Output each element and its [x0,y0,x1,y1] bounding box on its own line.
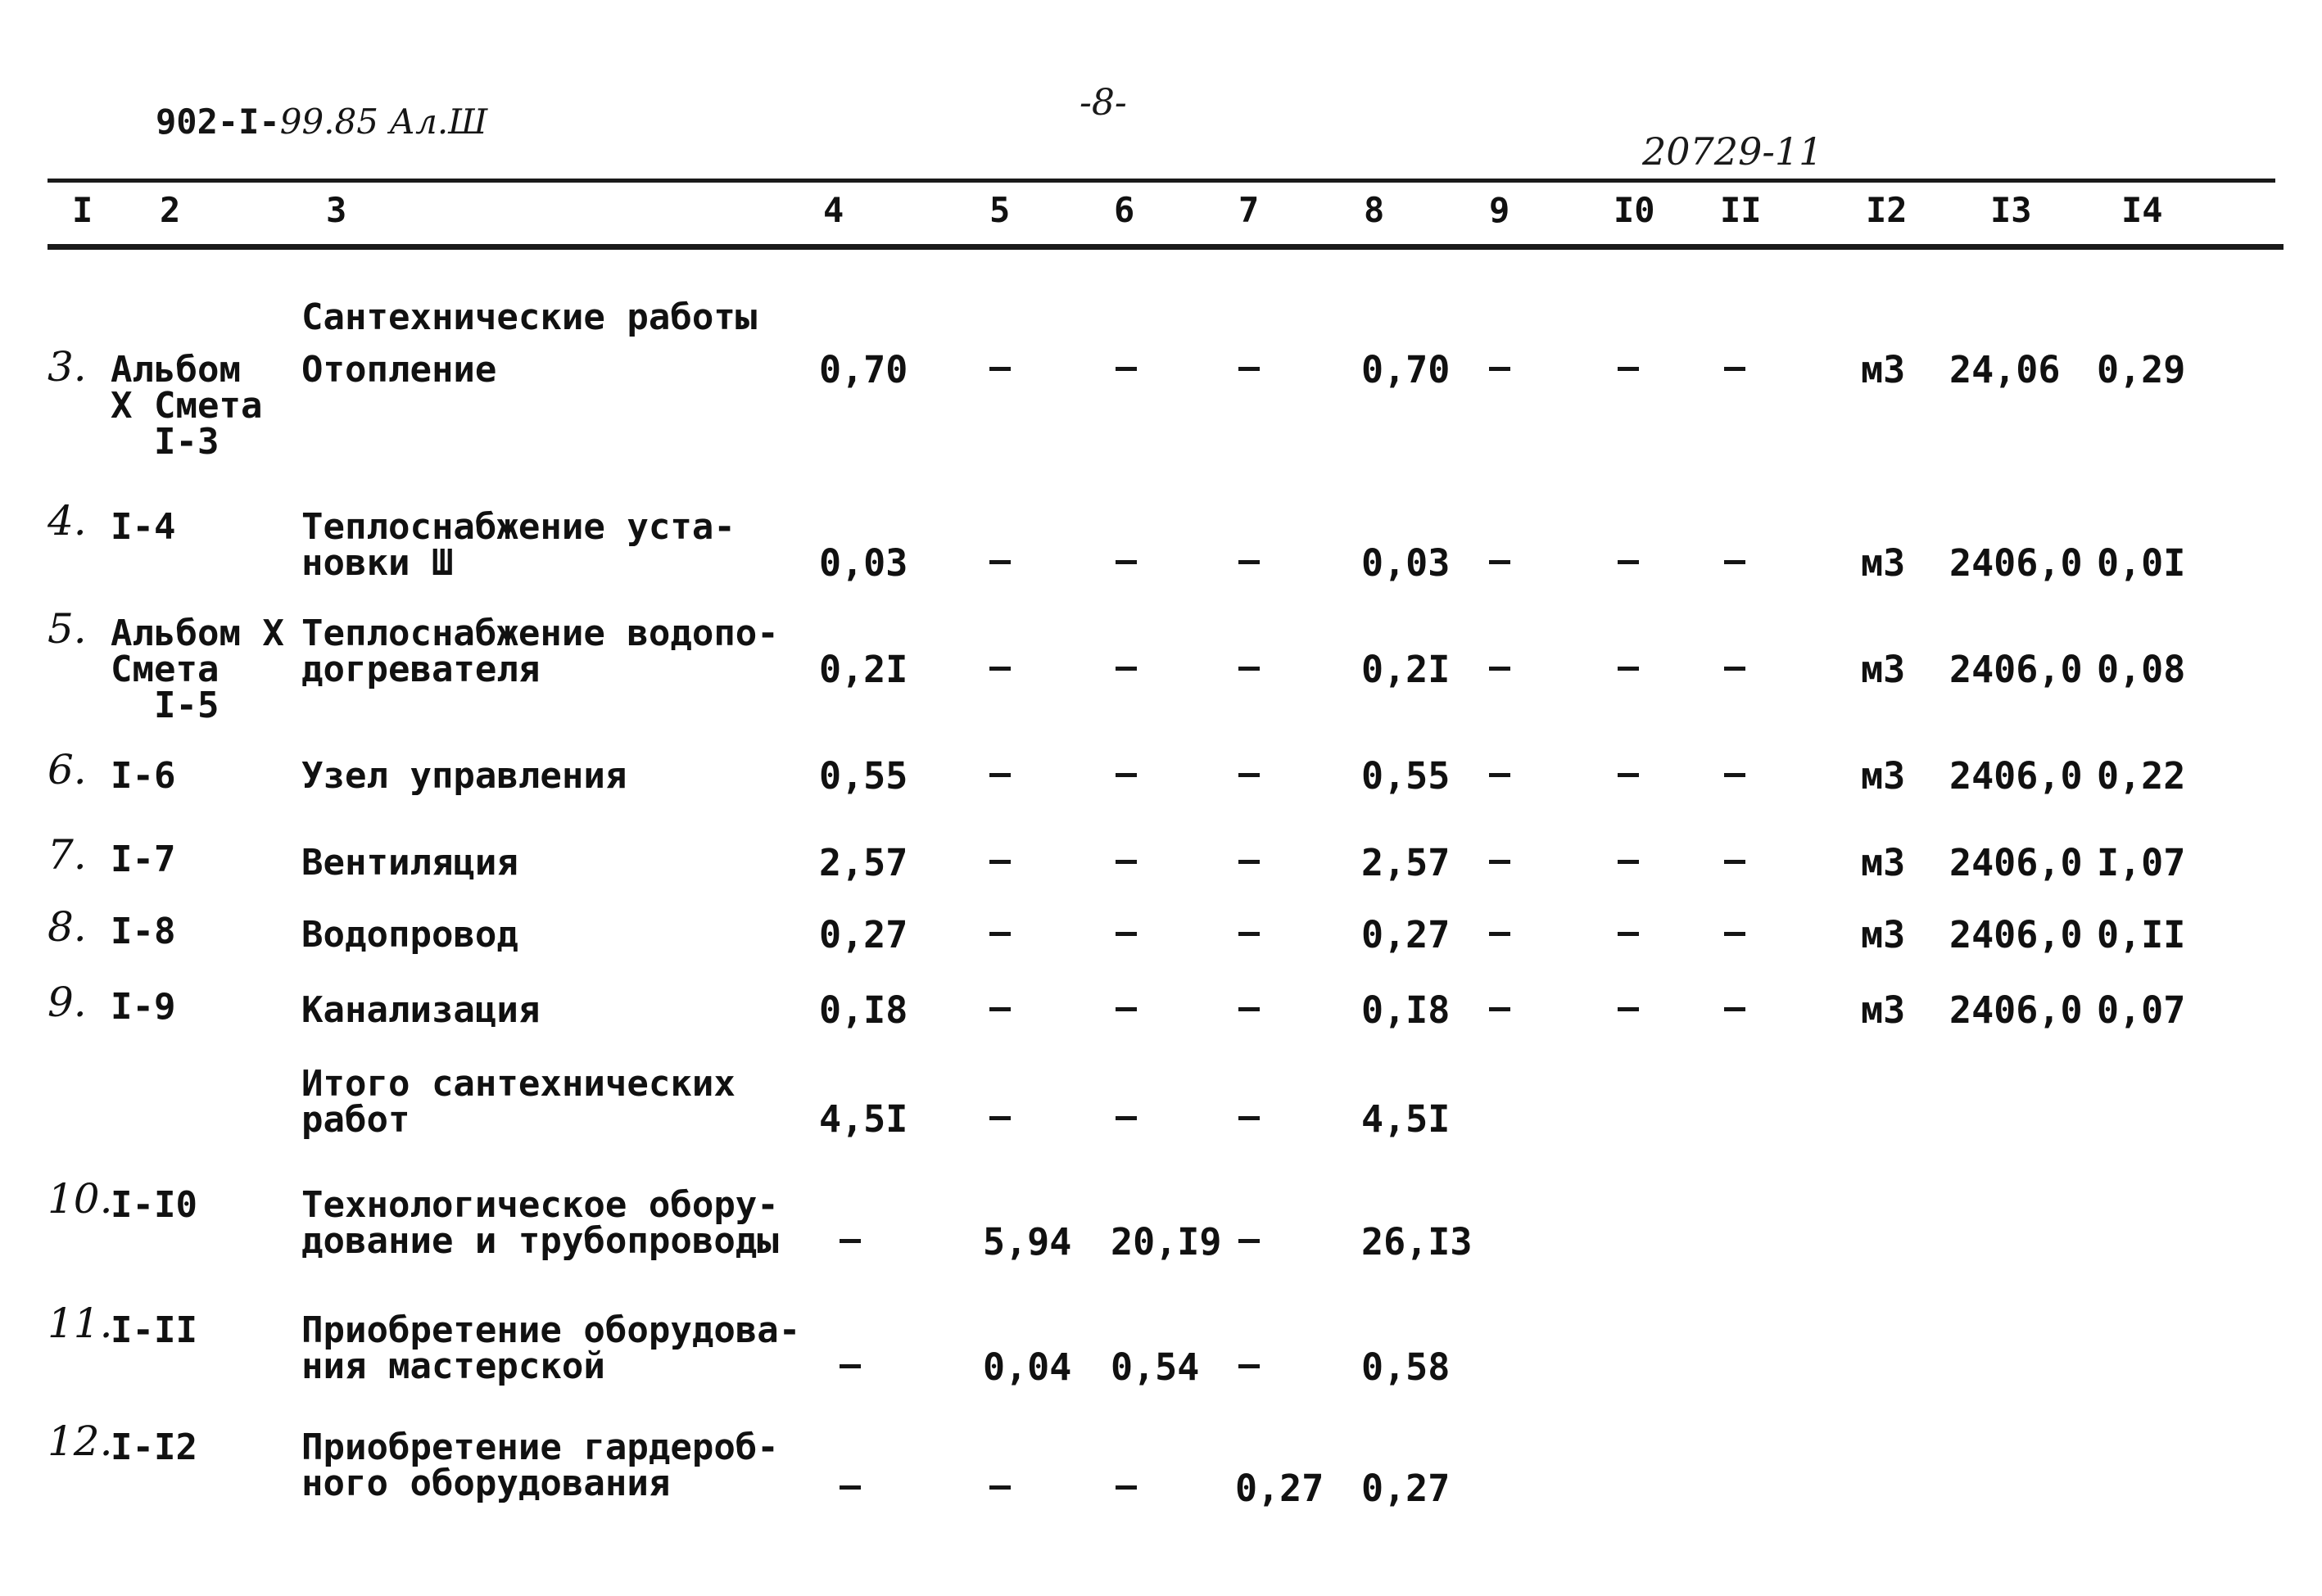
value-c13: 2406,0 [1949,988,2083,1032]
column-header-13: I3 [1990,190,2032,230]
dash-c11 [1724,1007,1745,1011]
value-c12: м3 [1861,648,1906,691]
dash-c11 [1724,667,1745,671]
table-header-rule [48,244,2284,250]
row-number: 3. [48,343,87,391]
dash-c7 [1238,860,1260,864]
value-c5: 5,94 [983,1220,1072,1264]
dash-c6 [1116,560,1137,564]
dash-c9 [1489,367,1510,371]
value-c13: 2406,0 [1949,541,2083,585]
work-name: Канализация [301,989,541,1031]
dash-c5 [989,367,1011,371]
column-header-12: I2 [1866,190,1908,230]
estimate-reference: I-I0 [111,1184,197,1226]
dash-c6 [1116,932,1137,936]
value-c12: м3 [1861,541,1906,585]
dash-c10 [1618,932,1639,936]
dash-c6 [1116,1116,1137,1120]
work-name: Водопровод [301,914,518,956]
value-c13: 2406,0 [1949,648,2083,691]
dash-c5 [989,1007,1011,1011]
column-header-2: 2 [160,190,181,230]
column-header-8: 8 [1364,190,1385,230]
value-c4: 0,70 [819,348,908,391]
dash-c10 [1618,667,1639,671]
column-header-4: 4 [823,190,844,230]
column-header-11: II [1720,190,1762,230]
dash-c6 [1116,860,1137,864]
value-c8: 0,03 [1361,541,1451,585]
dash-c11 [1724,860,1745,864]
estimate-reference: I-6 [111,755,176,797]
dash-c7 [1238,367,1260,371]
value-c6: 0,54 [1111,1345,1200,1389]
document-code [156,102,487,142]
dash-c10 [1618,560,1639,564]
row-number: 10. [48,1175,113,1223]
dash-c6 [1116,667,1137,671]
value-c4: 0,27 [819,913,908,956]
work-name: Теплоснабжение водопо- догревателя [301,613,779,690]
document-code-handwritten: 99.85 Ал.Ш [279,102,488,142]
row-number: 5. [48,605,87,653]
estimate-reference: I-8 [111,911,176,952]
column-header-10: I0 [1614,190,1655,230]
dash-c11 [1724,932,1745,936]
value-c12: м3 [1861,348,1906,391]
value-c4: 4,5I [819,1097,908,1141]
sheet-identifier: 20729-11 [1642,129,1823,174]
work-name: Теплоснабжение уста- новки Ш [301,506,736,584]
row-number: 12. [48,1417,113,1465]
estimate-reference: I-9 [111,986,176,1028]
work-name: Приобретение гардероб- ного оборудования [301,1426,779,1504]
dash-c11 [1724,560,1745,564]
dash-c10 [1618,1007,1639,1011]
dash-c5 [989,667,1011,671]
dash-c5 [989,932,1011,936]
dash-c6 [1116,773,1137,777]
work-name: Приобретение оборудова- ния мастерской [301,1309,801,1387]
column-header-6: 6 [1114,190,1135,230]
value-c13: 24,06 [1949,348,2061,391]
value-c7: 0,27 [1235,1467,1324,1510]
value-c14: 0,II [2097,913,2186,956]
value-c14: 0,08 [2097,648,2186,691]
value-c14: 0,22 [2097,754,2186,798]
work-name: Вентиляция [301,842,518,884]
dash-c7 [1238,1364,1260,1368]
section-title: Сантехнические работы [301,296,758,338]
table-top-rule [48,179,2275,183]
estimate-reference: I-4 [111,506,176,548]
value-c8: 0,27 [1361,913,1451,956]
column-header-1: I [72,190,93,230]
value-c8: 0,I8 [1361,988,1451,1032]
value-c13: 2406,0 [1949,841,2083,884]
dash-c4 [840,1364,861,1368]
dash-c10 [1618,367,1639,371]
value-c8: 2,57 [1361,841,1451,884]
dash-c7 [1238,1116,1260,1120]
dash-c4 [840,1239,861,1243]
value-c8: 0,58 [1361,1345,1451,1389]
column-header-14: I4 [2121,190,2163,230]
dash-c11 [1724,367,1745,371]
document-code-typed: 902-I- [156,102,280,142]
row-number: 8. [48,903,87,951]
estimate-reference: I-7 [111,839,176,880]
dash-c5 [989,1485,1011,1490]
value-c8: 0,27 [1361,1467,1451,1510]
dash-c7 [1238,1007,1260,1011]
value-c12: м3 [1861,841,1906,884]
value-c14: I,07 [2097,841,2186,884]
value-c13: 2406,0 [1949,754,2083,798]
value-c8: 4,5I [1361,1097,1451,1141]
dash-c11 [1724,773,1745,777]
dash-c7 [1238,1239,1260,1243]
dash-c9 [1489,860,1510,864]
row-number: 6. [48,746,87,793]
column-header-7: 7 [1238,190,1260,230]
dash-c6 [1116,367,1137,371]
dash-c5 [989,560,1011,564]
value-c14: 0,29 [2097,348,2186,391]
value-c8: 26,I3 [1361,1220,1473,1264]
work-name: Итого сантехнических работ [301,1063,736,1141]
estimate-reference: I-II [111,1309,197,1351]
row-number: 4. [48,497,87,545]
row-number: 7. [48,831,87,879]
dash-c4 [840,1485,861,1490]
estimate-reference: Альбом Х Смета I-3 [111,349,263,463]
row-number: 11. [48,1300,113,1347]
estimate-reference: Альбом Х Смета I-5 [111,613,284,726]
dash-c7 [1238,932,1260,936]
value-c4: 0,2I [819,648,908,691]
value-c12: м3 [1861,988,1906,1032]
value-c4: 0,03 [819,541,908,585]
dash-c5 [989,860,1011,864]
row-number: 9. [48,979,87,1026]
value-c14: 0,07 [2097,988,2186,1032]
dash-c5 [989,773,1011,777]
dash-c10 [1618,773,1639,777]
value-c4: 0,I8 [819,988,908,1032]
work-name: Узел управления [301,755,627,797]
column-header-3: 3 [326,190,347,230]
page-number: -8- [1080,82,1127,124]
value-c14: 0,0I [2097,541,2186,585]
value-c6: 20,I9 [1111,1220,1222,1264]
dash-c7 [1238,560,1260,564]
value-c13: 2406,0 [1949,913,2083,956]
dash-c7 [1238,773,1260,777]
dash-c9 [1489,932,1510,936]
estimate-reference: I-I2 [111,1426,197,1468]
dash-c6 [1116,1007,1137,1011]
value-c8: 0,70 [1361,348,1451,391]
dash-c9 [1489,773,1510,777]
dash-c6 [1116,1485,1137,1490]
column-header-9: 9 [1489,190,1510,230]
value-c4: 0,55 [819,754,908,798]
work-name: Отопление [301,349,497,391]
value-c12: м3 [1861,754,1906,798]
value-c4: 2,57 [819,841,908,884]
dash-c10 [1618,860,1639,864]
dash-c5 [989,1116,1011,1120]
dash-c9 [1489,1007,1510,1011]
dash-c9 [1489,560,1510,564]
dash-c9 [1489,667,1510,671]
value-c8: 0,2I [1361,648,1451,691]
column-header-5: 5 [989,190,1011,230]
dash-c7 [1238,667,1260,671]
value-c12: м3 [1861,913,1906,956]
work-name: Технологическое обору- дование и трубопроводы [301,1184,779,1262]
value-c8: 0,55 [1361,754,1451,798]
value-c5: 0,04 [983,1345,1072,1389]
